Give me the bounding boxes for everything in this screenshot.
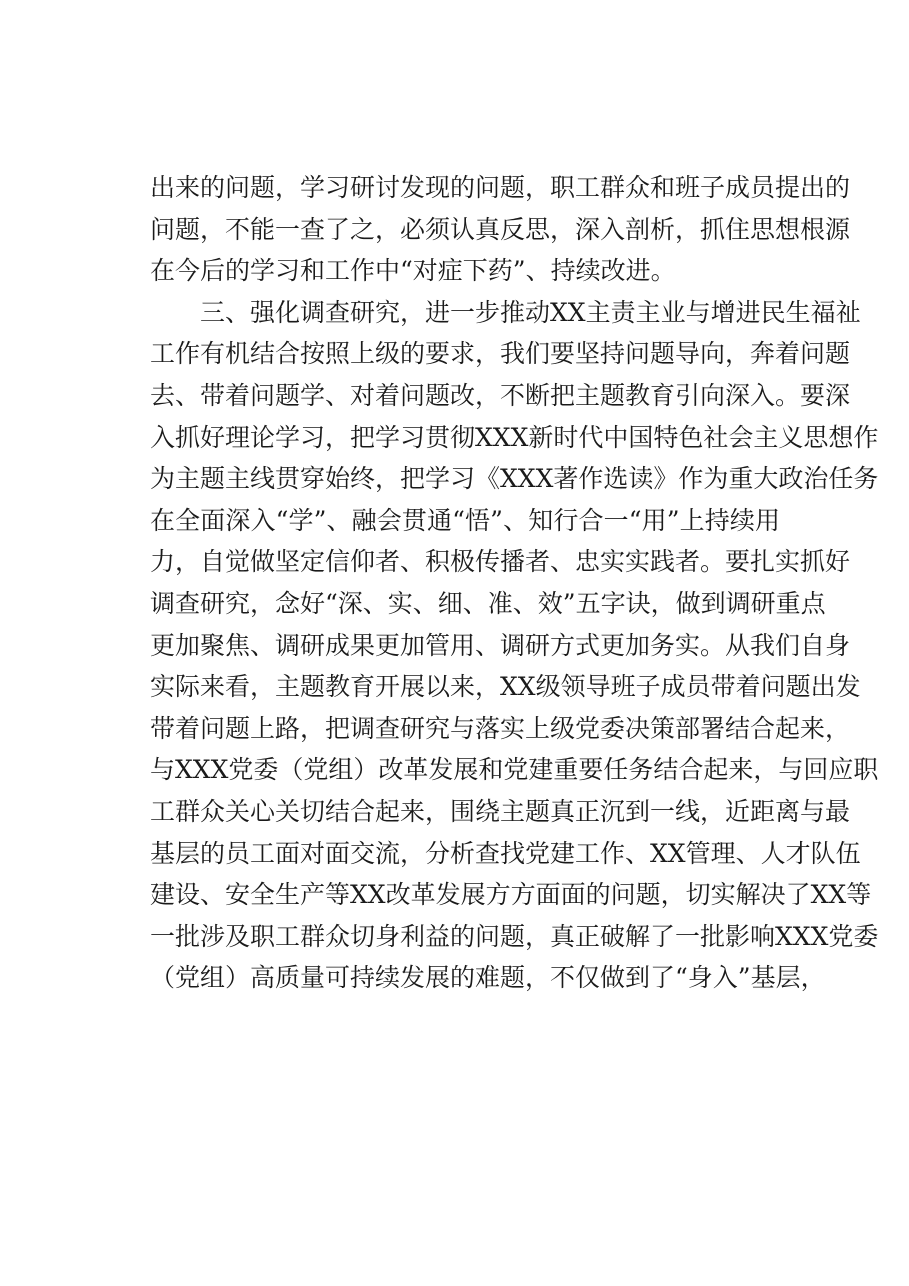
text-line: 工群众关心关切结合起来，围绕主题真正沉到一线，近距离与最 <box>150 796 851 826</box>
text-line: 力，自觉做坚定信仰者、积极传播者、忠实实践者。要扎实抓好 <box>150 547 851 577</box>
text-line: 问题，不能一查了之，必须认真反思，深入剖析，抓住思想根源 <box>150 214 851 244</box>
text-line: 入抓好理论学习，把学习贯彻XXX新时代中国特色社会主义思想作 <box>150 422 879 452</box>
text-line: 为主题主线贯穿始终，把学习《XXX著作选读》作为重大政治任务 <box>150 464 879 494</box>
text-line: 建设、安全生产等XX改革发展方方面面的问题，切实解决了XX等 <box>150 880 872 910</box>
text-line: 实际来看，主题教育开展以来，XX级领导班子成员带着问题出发 <box>150 672 861 702</box>
text-line: （党组）高质量可持续发展的难题，不仅做到了“身入”基层， <box>150 963 826 993</box>
text-line: 出来的问题，学习研讨发现的问题，职工群众和班子成员提出的 <box>150 173 851 202</box>
text-line: 更加聚焦、调研成果更加管用、调研方式更加务实。从我们自身 <box>150 630 851 660</box>
text-line: 调查研究，念好“深、实、细、准、效”五字诀，做到调研重点 <box>150 588 826 618</box>
text-line: 在今后的学习和工作中“对症下药”、持续改进。 <box>150 256 676 286</box>
text-line: 与XXX党委（党组）改革发展和党建重要任务结合起来，与回应职 <box>150 755 879 785</box>
document-body <box>150 167 879 999</box>
text-line: 去、带着问题学、对着问题改，不断把主题教育引向深入。要深 <box>150 380 851 410</box>
text-line: 基层的员工面对面交流，分析查找党建工作、XX管理、人才队伍 <box>150 838 861 868</box>
text-line: 一批涉及职工群众切身利益的问题，真正破解了一批影响XXX党委 <box>150 921 879 951</box>
text-line: 带着问题上路，把调查研究与落实上级党委决策部署结合起来， <box>150 713 851 743</box>
text-line: 在全面深入“学”、融会贯通“悟”、知行合一“用”上持续用 <box>150 505 780 535</box>
text-line: 工作有机结合按照上级的要求，我们要坚持问题导向，奔着问题 <box>150 339 851 369</box>
section-heading-line: 三、强化调查研究，进一步推动XX主责主业与增进民生福祉 <box>200 297 861 327</box>
